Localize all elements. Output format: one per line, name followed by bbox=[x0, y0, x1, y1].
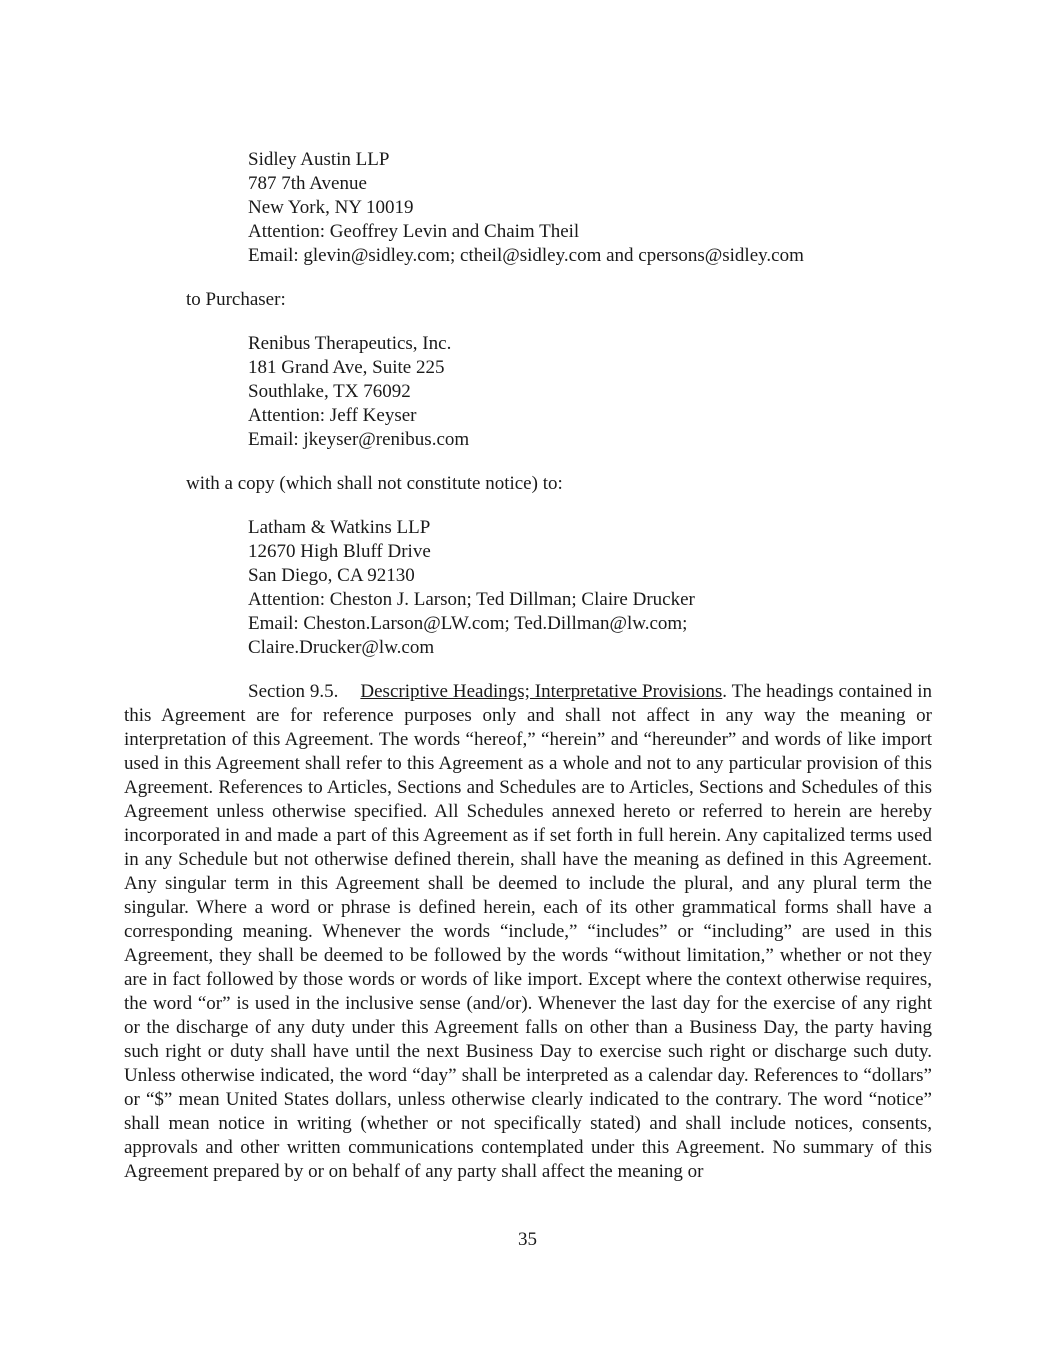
section-body: . The headings contained in this Agreement are for reference purposes only and shall not affect in any way the meaning or interpretation of this Agreement. The words “hereof,” “herein” and “hereunder” and words of like import used in this Agreement shall refer to this Agreement as a whole and not to any particular provision of this Agreement. References to Articles, Sections and Schedules are to Articles, Sections and Schedules of this Agreement unless otherwise specified. All Schedules annexed hereto or referred to herein are hereby incorporated in and made a part of this Agreement as if set forth in full herein. Any capitalized terms used in any Schedule but not otherwise defined therein, shall have the meaning as defined in this Agreement. Any singular term in this Agreement shall be deemed to include the plural, and any plural term the singular. Where a word or phrase is defined herein, each of its other grammatical forms shall have a corresponding meaning. Whenever the words “include,” “includes” or “including” are used in this Agreement, they shall be deemed to be followed by the words “without limitation,” whether or not they are in fact followed by those words or words of like import. Except where the context otherwise requires, the word “or” is used in the inclusive sense (and/or). Whenever the last day for the exercise of any right or the discharge of any duty under this Agreement falls on other than a Business Day, the party having such right or duty shall have until the next Business Day to exercise such right or discharge such duty. Unless otherwise indicated, the word “day” shall be interpreted as a calendar day. References to “dollars” or “$” mean United States dollars, unless otherwise clearly indicated to the contrary. The word “notice” shall mean notice in writing (whether or not specifically stated) and shall include notices, consents, approvals and other written communications contemplated under this Agreement. No summary of this Agreement prepared by or on behalf of any party shall affect the meaning or bbox=[124, 681, 932, 1182]
sidley-address-block bbox=[248, 148, 804, 268]
address-line: New York, NY 10019 bbox=[248, 197, 414, 218]
address-line: Attention: Cheston J. Larson; Ted Dillman; Claire Drucker bbox=[248, 589, 695, 610]
renibus-address-block bbox=[248, 332, 469, 452]
latham-address-block bbox=[248, 516, 695, 660]
address-line: Latham & Watkins LLP bbox=[248, 517, 431, 538]
address-line: Claire.Drucker@lw.com bbox=[248, 637, 435, 658]
address-line: Southlake, TX 76092 bbox=[248, 381, 411, 402]
address-line: Sidley Austin LLP bbox=[248, 149, 390, 170]
copy-notice-label: with a copy (which shall not constitute notice) to: bbox=[186, 473, 563, 494]
section-heading: Descriptive Headings; Interpretative Provisions bbox=[360, 681, 723, 702]
address-line: Email: glevin@sidley.com; ctheil@sidley.com and cpersons@sidley.com bbox=[248, 245, 804, 266]
address-line: Email: Cheston.Larson@LW.com; Ted.Dillman@lw.com; bbox=[248, 613, 688, 634]
address-line: San Diego, CA 92130 bbox=[248, 565, 415, 586]
address-line: Email: jkeyser@renibus.com bbox=[248, 429, 470, 450]
to-purchaser-label: to Purchaser: bbox=[186, 289, 286, 310]
address-line: Attention: Jeff Keyser bbox=[248, 405, 417, 426]
section-9-5-paragraph bbox=[124, 680, 932, 1184]
address-line: 12670 High Bluff Drive bbox=[248, 541, 431, 562]
address-line: 787 7th Avenue bbox=[248, 173, 367, 194]
page-number: 35 bbox=[518, 1229, 537, 1250]
address-line: 181 Grand Ave, Suite 225 bbox=[248, 357, 445, 378]
address-line: Attention: Geoffrey Levin and Chaim Theil bbox=[248, 221, 580, 242]
section-number: Section 9.5. bbox=[248, 681, 339, 702]
address-line: Renibus Therapeutics, Inc. bbox=[248, 333, 452, 354]
